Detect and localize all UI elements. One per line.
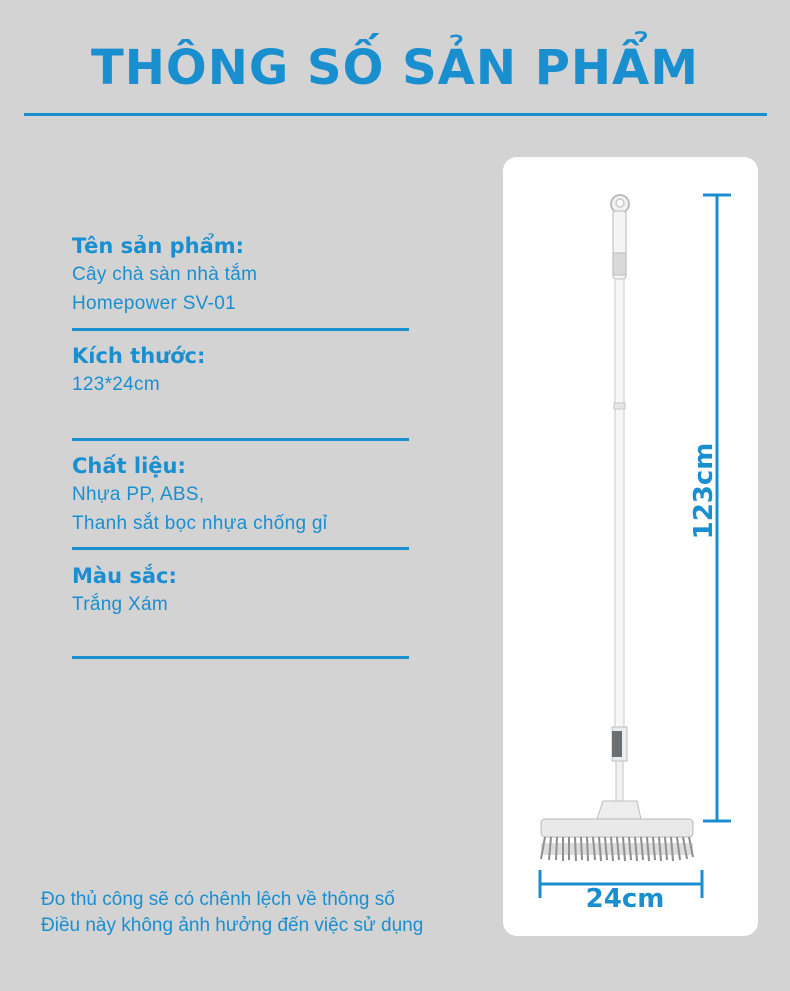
spec-divider — [72, 547, 409, 550]
spec-label: Kích thước: — [72, 344, 206, 368]
height-label: 123cm — [689, 442, 719, 540]
hook-icon — [611, 195, 629, 213]
product-card — [503, 157, 758, 936]
note-line: Điều này không ảnh hưởng đến việc sử dụng — [41, 915, 424, 936]
spec-value: Thanh sắt bọc nhựa chống gỉ — [72, 513, 328, 534]
spec-value: Cây chà sàn nhà tắm — [72, 264, 258, 285]
spec-color — [72, 562, 412, 619]
spec-value: 123*24cm — [72, 374, 160, 395]
spec-label: Chất liệu: — [72, 454, 186, 478]
spec-material — [72, 452, 412, 538]
spec-label: Tên sản phẩm: — [72, 234, 245, 258]
measurement-note — [41, 887, 423, 939]
spec-value: Trắng Xám — [72, 594, 168, 615]
note-line: Đo thủ công sẽ có chênh lệch về thông số — [41, 889, 395, 910]
spec-product-name — [72, 232, 412, 318]
spec-divider — [72, 656, 409, 659]
spec-divider — [72, 328, 409, 331]
spec-value: Homepower SV-01 — [72, 293, 236, 314]
spec-divider — [72, 438, 409, 441]
spec-label: Màu sắc: — [72, 564, 177, 588]
product-illustration — [503, 157, 758, 936]
page-title: THÔNG SỐ SẢN PHẨM — [91, 40, 699, 96]
spec-size — [72, 342, 412, 399]
width-label: 24cm — [585, 884, 665, 914]
spec-value: Nhựa PP, ABS, — [72, 484, 205, 505]
title-divider — [24, 113, 767, 116]
